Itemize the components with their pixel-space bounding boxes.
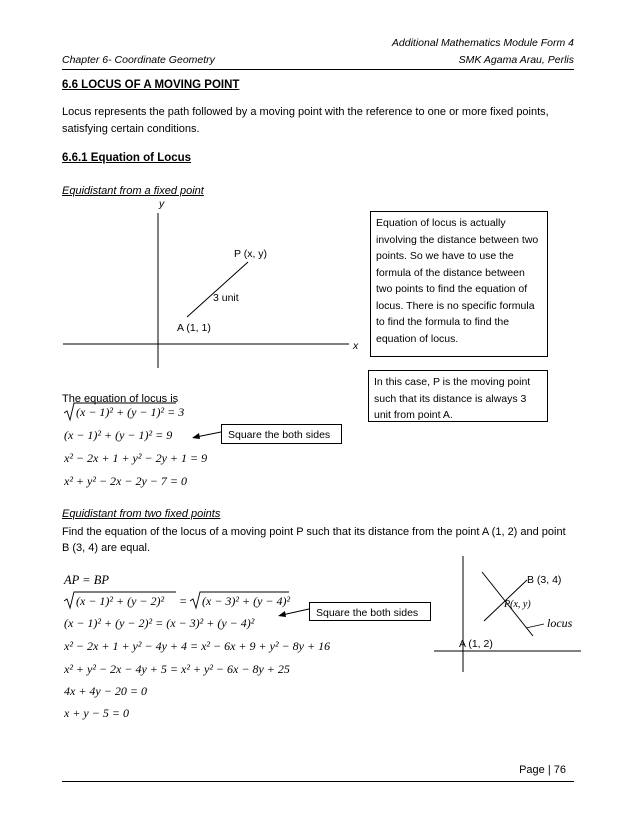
diagram1-x-label: x bbox=[353, 340, 359, 352]
diagram2-point-b: B (3, 4) bbox=[527, 574, 562, 586]
diagram2-locus-pointer bbox=[526, 624, 544, 628]
square-note-1: Square the both sides bbox=[221, 424, 342, 444]
diagram2-point-p: P(x, y) bbox=[504, 599, 531, 610]
part2-eq0: AP = BP bbox=[64, 573, 110, 587]
part2-eq1-right: (x − 3)² + (y − 4)² bbox=[202, 594, 291, 608]
part1-heading: Equidistant from a fixed point bbox=[62, 185, 204, 197]
header-chapter: Chapter 6- Coordinate Geometry bbox=[62, 54, 215, 66]
note-box-locus-definition: Equation of locus is actually involving the distance between two points. So we have to use the formula of the distance between two points to find the equation of locus. There is no specific formula to find the formula to find the equation of locus. bbox=[370, 211, 548, 357]
subsection-title: 6.6.1 Equation of Locus bbox=[62, 152, 192, 164]
part1-eq1: (x − 1)² + (y − 1)² = 3 bbox=[76, 405, 185, 419]
diagram1-y-label: y bbox=[159, 198, 165, 210]
part2-eq1-left: (x − 1)² + (y − 2)² bbox=[76, 594, 165, 608]
section-title: 6.6 LOCUS OF A MOVING POINT bbox=[62, 79, 240, 91]
header-school: SMK Agama Arau, Perlis bbox=[458, 54, 574, 66]
part2-problem-line-2: B (3, 4) are equal. bbox=[62, 542, 151, 554]
part2-eq3: x² − 2x + 1 + y² − 4y + 4 = x² − 6x + 9 + y² − 8y + 16 bbox=[64, 639, 331, 653]
diagram2-locus-label: locus bbox=[547, 616, 573, 630]
note-box-case: In this case, P is the moving point such that its distance is always 3 unit from point A. bbox=[368, 370, 548, 422]
diagram1-distance-label: 3 unit bbox=[213, 292, 239, 304]
part1-eq3: x² − 2x + 1 + y² − 2y + 1 = 9 bbox=[64, 451, 208, 465]
equation-intro: The equation of locus is bbox=[62, 393, 179, 405]
part2-problem-line-1: Find the equation of the locus of a moving point P such that its distance from the point A (1, 2) and point bbox=[62, 526, 566, 538]
diagram1-point-p: P (x, y) bbox=[234, 248, 268, 260]
page-number: Page | 76 bbox=[519, 764, 566, 776]
part2-eq5: 4x + 4y − 20 = 0 bbox=[64, 684, 147, 698]
intro-line-1: Locus represents the path followed by a moving point with the reference to one or more fixed points, bbox=[62, 106, 549, 118]
part2-eq4: x² + y² − 2x − 4y + 5 = x² + y² − 6x − 8y + 25 bbox=[64, 662, 290, 676]
square-note-2: Square the both sides bbox=[309, 602, 431, 621]
intro-line-2: satisfying certain conditions. bbox=[62, 123, 200, 135]
diagram2-point-a: A (1, 2) bbox=[459, 638, 493, 650]
part1-eq2: (x − 1)² + (y − 1)² = 9 bbox=[64, 428, 173, 442]
part2-heading: Equidistant from two fixed points bbox=[62, 508, 221, 520]
part2-eq2: (x − 1)² + (y − 2)² = (x − 3)² + (y − 4)² bbox=[64, 616, 255, 630]
part2-eq1-equals: = bbox=[179, 594, 188, 608]
part1-eq4: x² + y² − 2x − 2y − 7 = 0 bbox=[64, 474, 187, 488]
diagram1-point-a: A (1, 1) bbox=[177, 322, 211, 334]
header-module-title: Additional Mathematics Module Form 4 bbox=[391, 37, 574, 49]
footer-rule bbox=[62, 781, 574, 782]
part2-eq6: x + y − 5 = 0 bbox=[64, 706, 129, 720]
